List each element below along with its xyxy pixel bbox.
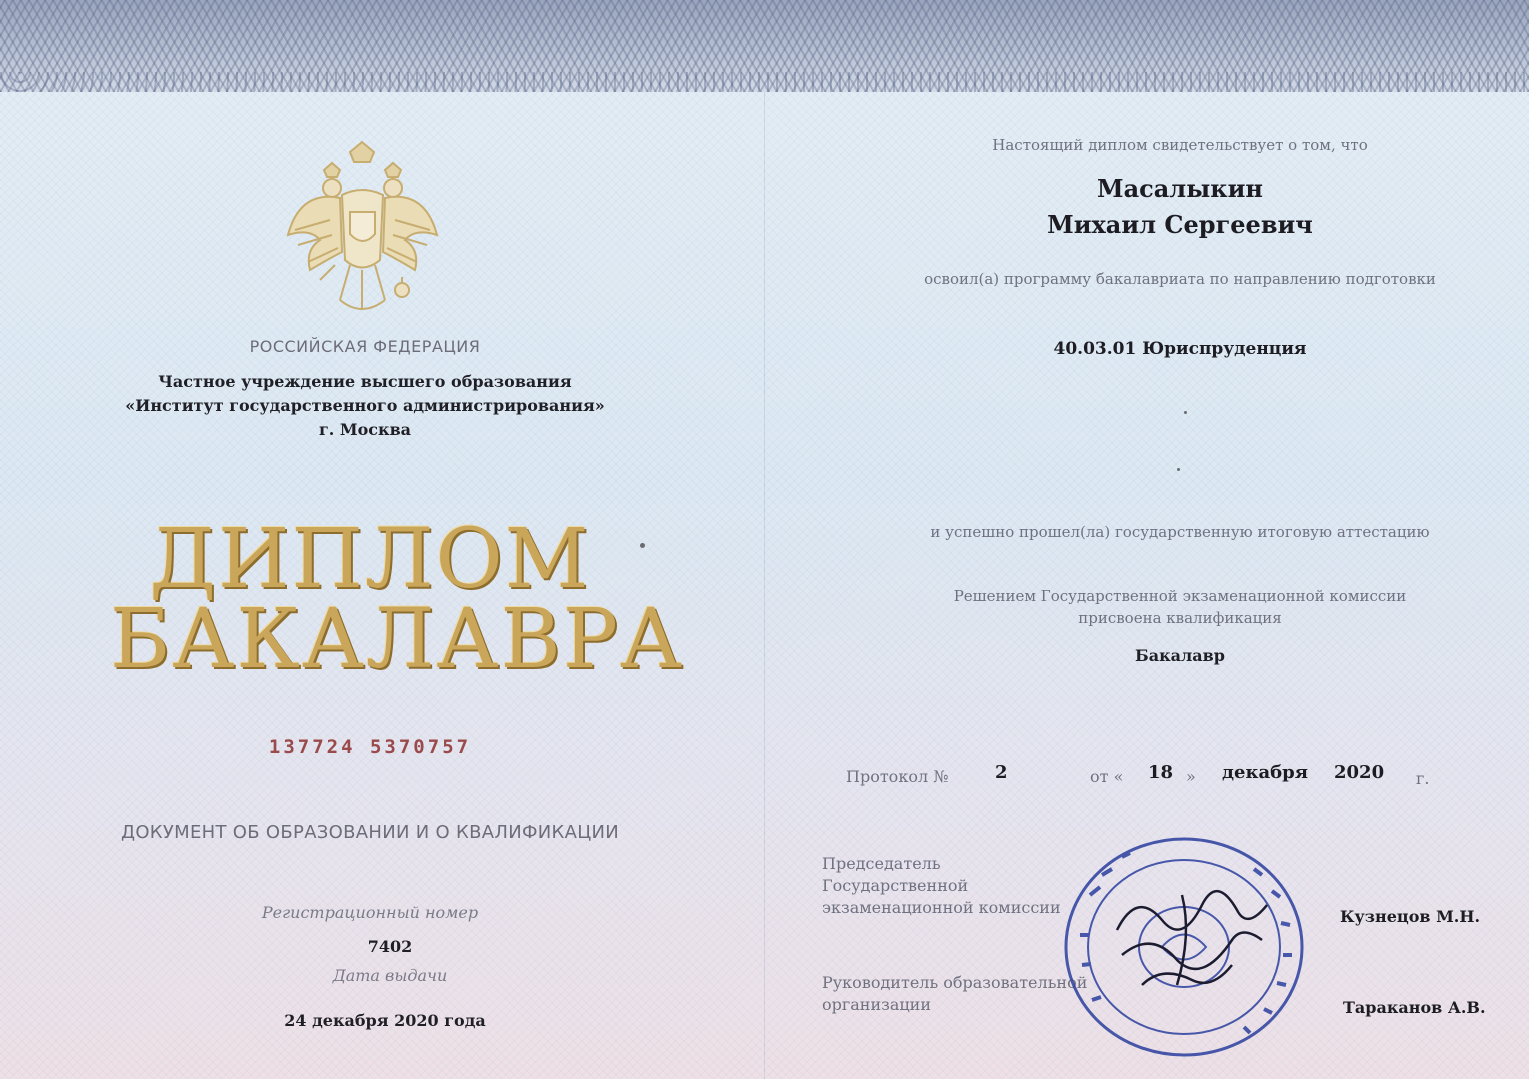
decorative-top-band bbox=[0, 0, 1529, 92]
diploma-serial-number: 137724 5370757 bbox=[268, 736, 472, 758]
commission-text-line1: Решением Государственной экзаменационной комиссии bbox=[953, 587, 1407, 605]
registration-number: 7402 bbox=[367, 937, 413, 956]
chair-label-line2: Государственной bbox=[822, 876, 969, 895]
protocol-label: Протокол № bbox=[846, 767, 949, 786]
head-label-line1: Руководитель образовательной bbox=[822, 973, 1088, 992]
attestation-text: и успешно прошел(ла) государственную итоговую аттестацию bbox=[930, 523, 1430, 541]
issue-date: 24 декабря 2020 года bbox=[284, 1011, 486, 1030]
protocol-number: 2 bbox=[995, 762, 1008, 783]
head-label bbox=[822, 972, 1087, 1016]
registration-label: Регистрационный номер bbox=[261, 903, 479, 922]
institution-name: «Институт государственного администрирования» bbox=[125, 396, 605, 415]
diploma-title-line1: ДИПЛОМ bbox=[149, 512, 591, 607]
protocol-close-quote: » bbox=[1186, 767, 1196, 786]
protocol-from: от « bbox=[1090, 767, 1124, 786]
chair-label bbox=[822, 853, 1061, 919]
protocol-year-suffix: г. bbox=[1416, 769, 1430, 788]
country-name: РОССИЙСКАЯ ФЕДЕРАЦИЯ bbox=[249, 337, 481, 356]
institution-seal bbox=[1062, 835, 1307, 1060]
coat-of-arms-icon bbox=[280, 140, 445, 320]
head-label-line2: организации bbox=[822, 995, 932, 1014]
graduate-surname: Масалыкин bbox=[1097, 174, 1263, 203]
qualification: Бакалавр bbox=[1135, 646, 1225, 665]
institution-city: г. Москва bbox=[318, 420, 412, 439]
protocol-month: декабря bbox=[1222, 762, 1309, 783]
protocol-year: 2020 bbox=[1334, 762, 1385, 783]
center-fold bbox=[764, 92, 765, 1079]
institution-type: Частное учреждение высшего образования bbox=[158, 372, 572, 391]
diploma-title bbox=[110, 512, 684, 687]
commission-text-line2: присвоена квалификация bbox=[1078, 609, 1282, 627]
diploma-title-line2: БАКАЛАВРА bbox=[110, 592, 684, 687]
specialty: 40.03.01 Юриспруденция bbox=[1053, 339, 1307, 359]
graduate-given-names: Михаил Сергеевич bbox=[1047, 210, 1313, 239]
intro-text: Настоящий диплом свидетельствует о том, что bbox=[992, 136, 1368, 154]
chair-label-line3: экзаменационной комиссии bbox=[822, 898, 1061, 917]
print-dot bbox=[1177, 468, 1180, 471]
document-type: ДОКУМЕНТ ОБ ОБРАЗОВАНИИ И О КВАЛИФИКАЦИИ bbox=[120, 822, 620, 843]
program-text: освоил(а) программу бакалавриата по направлению подготовки bbox=[924, 270, 1436, 288]
protocol-day: 18 bbox=[1148, 762, 1174, 783]
issue-date-label: Дата выдачи bbox=[332, 966, 448, 985]
chair-name: Кузнецов М.Н. bbox=[1340, 907, 1481, 926]
chair-label-line1: Председатель bbox=[822, 854, 941, 873]
head-name: Тараканов А.В. bbox=[1343, 998, 1486, 1017]
print-dot bbox=[640, 543, 645, 548]
print-dot bbox=[1184, 411, 1187, 414]
